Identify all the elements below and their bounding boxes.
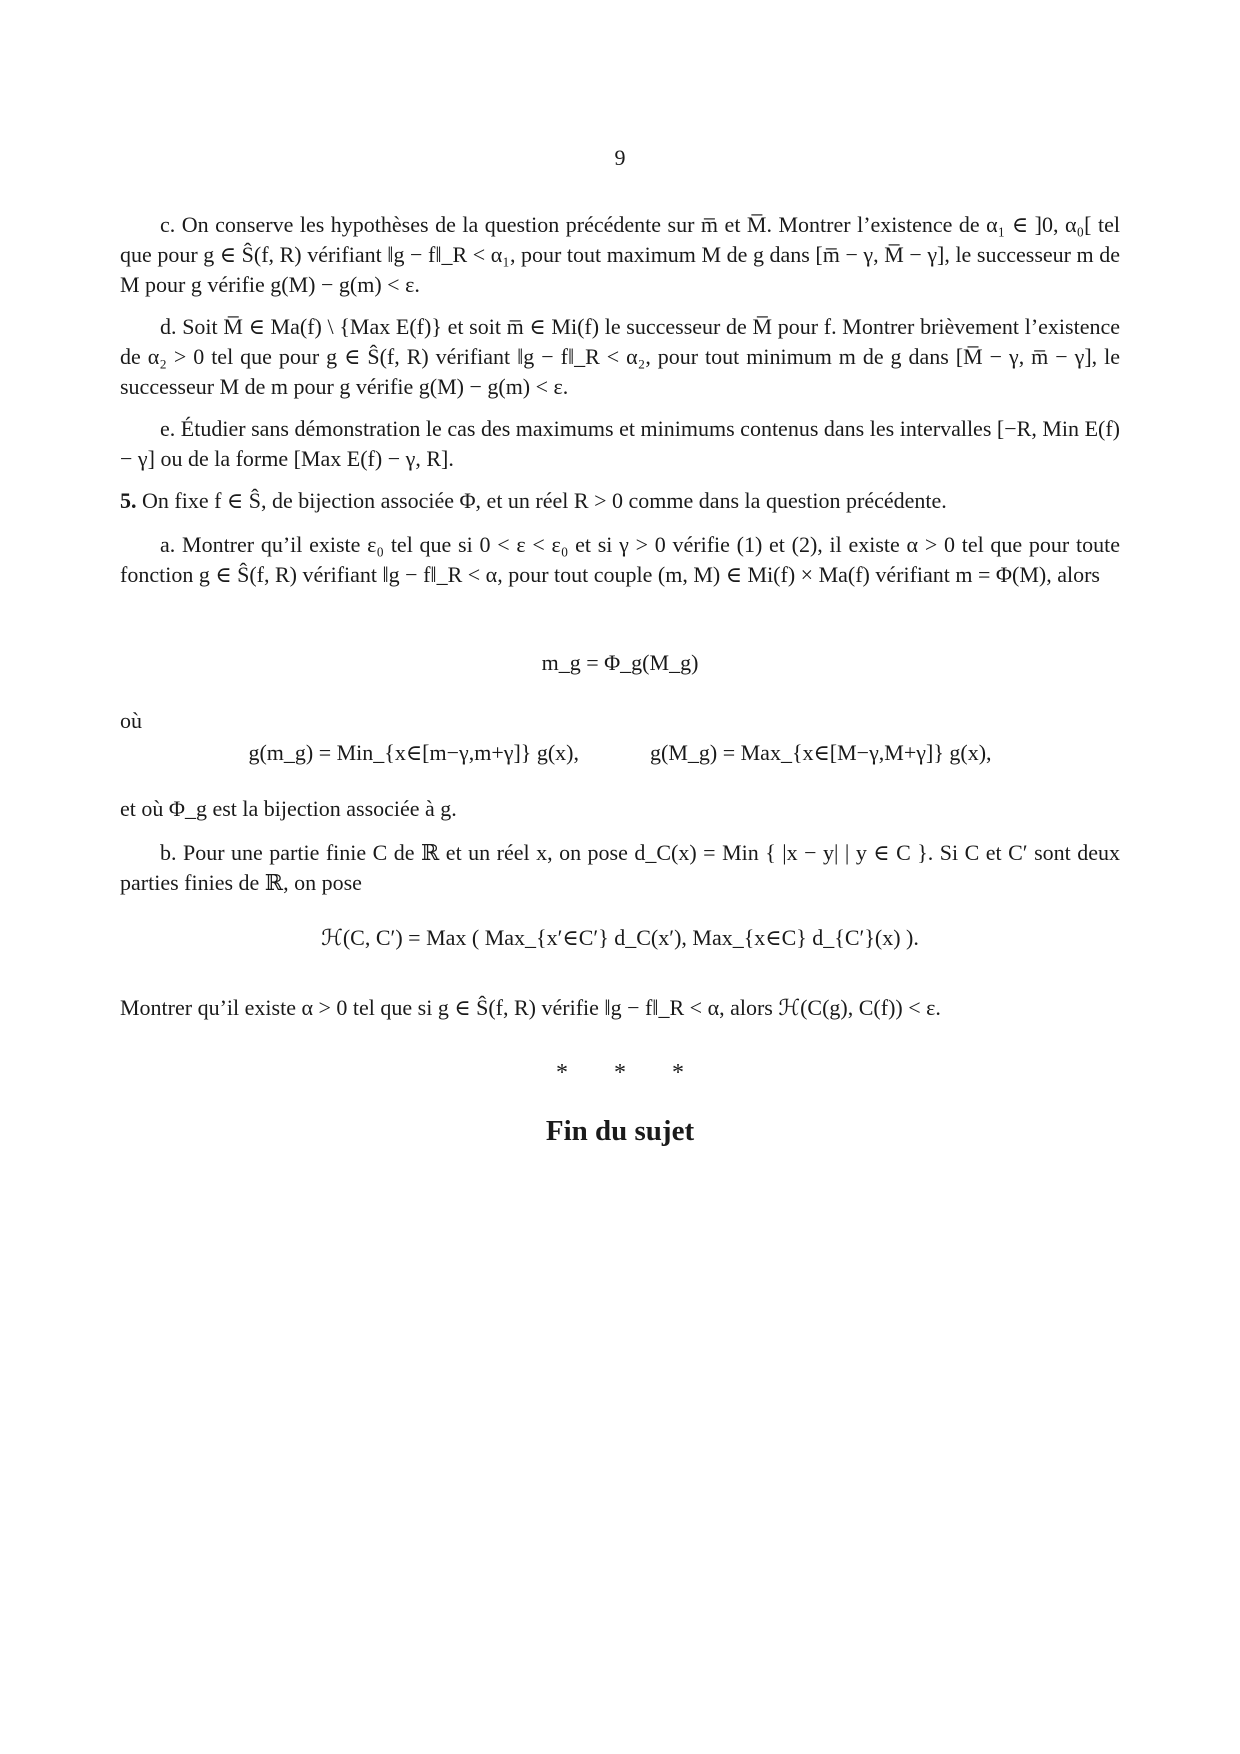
equation-hausdorff: ℋ(C, C′) = Max ( Max_{x′∈C′} d_C(x′), Max_{x∈C} d_{C′}(x) ). [321,925,919,950]
final-question [120,993,1120,1023]
question-5 [120,486,1120,516]
question-5a [120,530,1120,590]
paragraph-e: e. Étudier sans démonstration le cas des maximums et minimums contenus dans les intervalles [−R, Min E(f) − γ] ou de la forme [Max E(f) − γ, R]. [120,416,1120,471]
after-equation [120,794,1120,824]
question-4e [120,414,1120,474]
equation-max: g(M_g) = Max_{x∈[M−γ,M+γ]} g(x), [650,740,992,765]
question-5b [120,838,1120,898]
paragraph-5b: b. Pour une partie finie C de ℝ et un réel x, on pose d_C(x) = Min { |x − y| | y ∈ C }. Si C et C′ sont deux parties finies de ℝ, on pose [120,840,1120,895]
paragraph-c: c. On conserve les hypothèses de la question précédente sur m̅ et M̅. Montrer l’existence de α₁ ∈ ]0, α₀[ tel que pour g ∈ Ŝ(f, R) vérifiant ‖g − f‖_R < α₁, pour tout maximum M de g dans [m̅ − γ, M̅ − γ], le successeur m de M pour g vérifie g(M) − g(m) < ε. [120,212,1120,297]
end-title: Fin du sujet [545,1115,695,1147]
paragraph-d: d. Soit M̅ ∈ Ma(f) \ {Max E(f)} et soit m̅ ∈ Mi(f) le successeur de M̅ pour f. Montrer brièvement l’existence de α₂ > 0 tel que pour g ∈ Ŝ(f, R) vérifiant ‖g − f‖_R < α₂, pour tout minimum m de g dans [M̅ − γ, m̅ − γ], le successeur M de m pour g vérifie g(M) − g(m) < ε. [120,314,1120,399]
ou-label: où [120,708,142,733]
equation-min-max [0,740,1240,766]
equation-min: g(m_g) = Min_{x∈[m−γ,m+γ]} g(x), [248,740,579,765]
final-sentence: Montrer qu’il existe α > 0 tel que si g ∈ Ŝ(f, R) vérifie ‖g − f‖_R < α, alors ℋ(C(g), C(f)) < ε. [120,995,941,1020]
question-5-text: On fixe f ∈ Ŝ, de bijection associée Φ, et un réel R > 0 comme dans la question précédente. [142,488,947,513]
paragraph-5a: a. Montrer qu’il existe ε₀ tel que si 0 < ε < ε₀ et si γ > 0 vérifie (1) et (2), il existe α > 0 tel que pour toute fonction g ∈ Ŝ(f, R) vérifiant ‖g − f‖_R < α, pour tout couple (m, M) ∈ Mi(f) × Ma(f) vérifiant m = Φ(M), alors [120,532,1120,587]
question-4c [120,210,1120,300]
question-number: 5. [120,488,137,513]
after-equation-text: et où Φ_g est la bijection associée à g. [120,796,457,821]
question-4d [120,312,1120,402]
separator-stars: * * * [556,1060,684,1086]
equation-mg: m_g = Φ_g(M_g) [541,650,699,675]
page-number: 9 [614,145,626,170]
